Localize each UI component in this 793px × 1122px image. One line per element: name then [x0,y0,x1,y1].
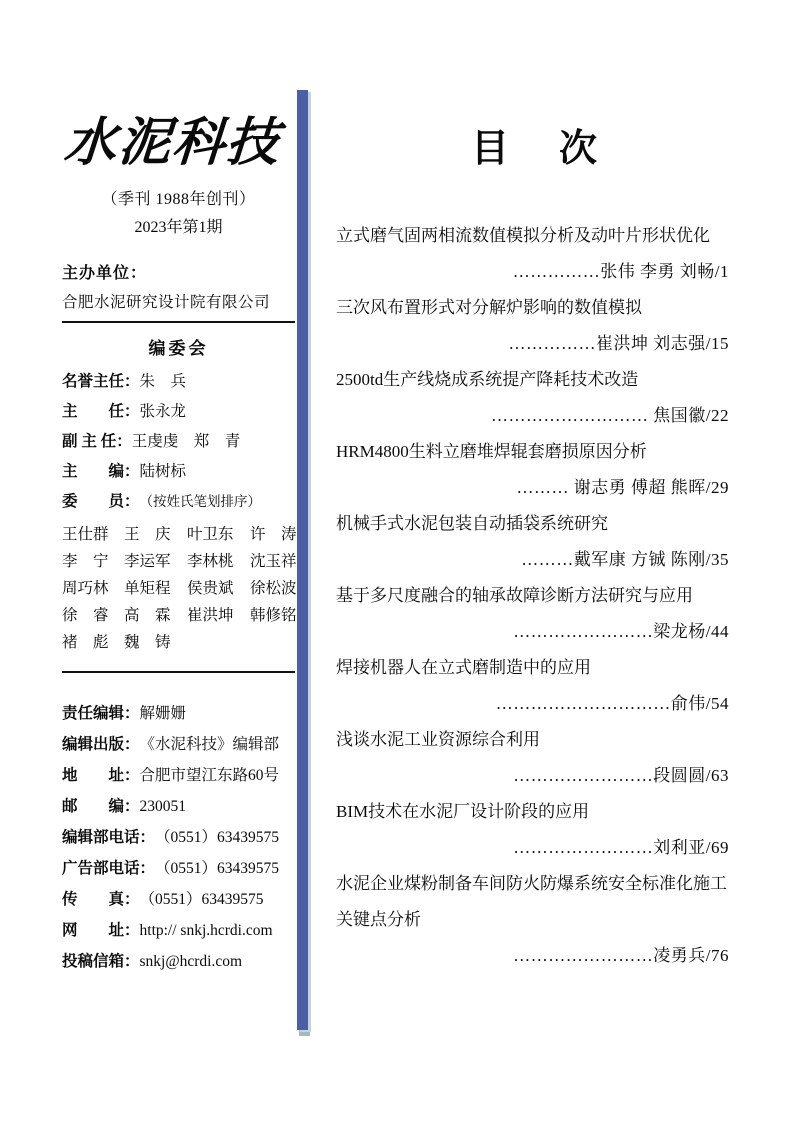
horizontal-rule-bottom [62,671,295,673]
member-name: 叶卫东 [187,526,234,543]
info-label: 编辑出版： [62,736,140,753]
member-name [250,629,295,656]
toc-entry-title: 浅谈水泥工业资源综合利用 [336,730,540,749]
info-value: （0551）63439575 [155,829,280,846]
member-name: 崔洪坤 [187,607,234,624]
board-member-list [62,521,295,656]
toc-entry-authors: ………戴军康 方铖 陈刚/35 [521,550,729,569]
member-name: 魏 铸 [124,634,171,651]
toc-entry-authors: …………………………俞伟/54 [495,694,729,713]
toc-entry [336,578,738,650]
info-value: 合肥市望江东路60号 [139,767,280,784]
member-name: 周巧林 [62,580,109,597]
board-row-value: 张永龙 [139,403,187,420]
member-name: 沈玉祥 [250,553,297,570]
toc-entry-authors: ……………………段圆圆/63 [513,766,729,785]
info-label: 地 址： [62,767,140,784]
toc-entry-authors: ……… 谢志勇 傅超 熊晖/29 [516,478,729,497]
info-label: 广告部电话： [62,860,156,877]
member-name: 徐松波 [250,580,297,597]
member-name: 王 庆 [124,526,171,543]
horizontal-rule-top [62,321,295,323]
info-row-postcode [62,791,295,822]
toc-entry-title: 立式磨气固两相流数值模拟分析及动叶片形状优化 [336,226,710,245]
journal-issue: 2023年第1期 [134,219,223,236]
editorial-board-rows [62,367,295,517]
board-row-label: 委 员： [62,493,140,510]
member-name: 高 霖 [124,607,171,624]
info-label: 编辑部电话： [62,829,156,846]
toc-entry [336,866,738,974]
member-row [62,629,295,656]
toc-entry-title: 三次风布置形式对分解炉影响的数值模拟 [336,298,642,317]
info-label: 邮 编： [62,798,140,815]
member-name: 王仕群 [62,526,109,543]
info-value: 解姗姗 [139,705,187,722]
board-row-value: 陆树标 [139,463,187,480]
publication-info [62,698,295,977]
toc-entry-title: HRM4800生料立磨堆焊辊套磨损原因分析 [336,442,647,461]
toc-entry [336,506,738,578]
board-row-label: 名誉主任： [62,373,140,390]
toc-entry [336,650,738,722]
info-row-fax [62,884,295,915]
member-row [62,548,295,575]
info-label: 责任编辑： [62,705,140,722]
toc-entries [336,218,738,974]
journal-subtitle: （季刊 1988年创刊） [101,191,256,208]
member-name: 侯贵斌 [187,580,234,597]
info-row-ad-phone [62,853,295,884]
member-name: 单矩程 [124,580,171,597]
website-url: http:// snkj.hcrdi.com [139,922,273,939]
info-value: 《水泥科技》编辑部 [139,736,280,753]
member-row [62,521,295,548]
member-name: 李林桃 [187,553,234,570]
member-name: 徐 睿 [62,607,109,624]
toc-entry-title: 基于多尺度融合的轴承故障诊断方法研究与应用 [336,586,693,605]
table-of-contents-column [336,126,738,974]
board-row-director [62,397,295,427]
organizer-label: 主办单位： [62,265,148,282]
toc-entry [336,362,738,434]
toc-entry-title: 焊接机器人在立式磨制造中的应用 [336,658,591,677]
toc-entry [336,794,738,866]
board-row-value: 王虔虔 郑 青 [131,433,241,450]
toc-title: 目 次 [470,128,603,170]
organizer-name: 合肥水泥研究设计院有限公司 [62,294,271,311]
toc-entry [336,290,738,362]
toc-entry-authors: ……………………… 焦国徽/22 [491,406,729,425]
board-row-members [62,487,295,517]
member-name: 韩修铭 [250,607,297,624]
info-row-editorial-phone [62,822,295,853]
toc-entry-title: BIM技术在水泥厂设计阶段的应用 [336,802,590,821]
board-row-deputy-director [62,427,295,457]
info-label: 投稿信箱： [62,953,140,970]
info-value: 230051 [139,798,187,815]
board-row-value: 朱 兵 [139,373,187,390]
masthead-column [62,112,295,977]
info-row-website [62,915,295,946]
toc-entry-title-line2: 关键点分析 [336,910,421,929]
board-row-honorary-director [62,367,295,397]
board-row-label: 副 主 任： [62,433,132,450]
info-label: 传 真： [62,891,140,908]
journal-title: 水泥科技 [62,112,283,173]
board-row-label: 主 任： [62,403,140,420]
member-name: 褚 彪 [62,634,109,651]
toc-entry-authors: ……………………刘利亚/69 [513,838,729,857]
info-row-publisher [62,729,295,760]
board-row-note: （按姓氏笔划排序） [139,494,262,509]
board-row-chief-editor [62,457,295,487]
toc-entry-authors: ……………………凌勇兵/76 [513,946,729,965]
toc-entry-authors: ……………崔洪坤 刘志强/15 [508,334,729,353]
info-row-submission-email [62,946,295,977]
toc-entry-title: 机械手式水泥包装自动插袋系统研究 [336,514,608,533]
member-name: 李 宁 [62,553,109,570]
info-value: （0551）63439575 [155,860,280,877]
member-row [62,575,295,602]
info-row-responsible-editor [62,698,295,729]
toc-entry [336,722,738,794]
editorial-board-title: 编委会 [148,339,209,358]
toc-entry-authors: ……………………梁龙杨/44 [513,622,729,641]
toc-entry-title: 2500td生产线烧成系统提产降耗技术改造 [336,370,639,389]
submission-email: snkj@hcrdi.com [139,953,243,970]
board-row-label: 主 编： [62,463,140,480]
toc-entry [336,218,738,290]
member-name: 许 涛 [250,526,297,543]
toc-entry-authors: ……………张伟 李勇 刘畅/1 [512,262,729,281]
member-row [62,602,295,629]
toc-entry-title: 水泥企业煤粉制备车间防火防爆系统安全标准化施工 [336,874,727,893]
member-name: 李运军 [124,553,171,570]
member-name [187,629,250,656]
toc-entry [336,434,738,506]
info-value: （0551）63439575 [139,891,264,908]
vertical-divider-bar [297,90,308,1030]
info-label: 网 址： [62,922,140,939]
info-row-address [62,760,295,791]
